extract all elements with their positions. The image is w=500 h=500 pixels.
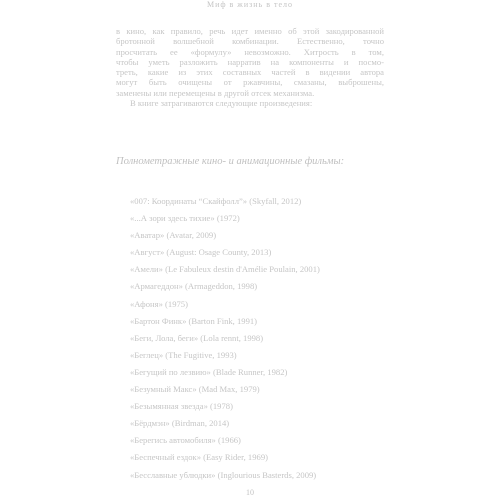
- intro-paragraph: [116, 26, 384, 108]
- running-head: Миф в жизнь в тело: [206, 0, 294, 9]
- list-item: «Беспечный ездок» (Easy Rider, 1969): [130, 452, 268, 463]
- list-item: «Беглец» (The Fugitive, 1993): [130, 349, 237, 360]
- list-item: «Афоня» (1975): [130, 298, 188, 309]
- list-item: «Берегись автомобиля» (1966): [130, 435, 241, 446]
- film-list: [130, 193, 390, 484]
- list-item: «007: Координаты “Скайфолл”» (Skyfall, 2012): [130, 196, 302, 206]
- list-item: «Август» (August: Osage County, 2013): [130, 247, 272, 258]
- intro-line: могут быть очищены от ржавчины, смазаны, выброшены,: [116, 77, 384, 88]
- list-item: «Бесславные ублюдки» (Inglourious Basterds, 2009): [130, 469, 317, 480]
- list-item: «Бартон Финк» (Barton Fink, 1991): [130, 315, 258, 326]
- intro-line: В книге затрагиваются следующие произведения:: [130, 98, 313, 109]
- list-item: «Амели» (Le Fabuleux destin d'Amélie Poulain, 2001): [130, 264, 320, 275]
- intro-line: чтобы уметь разложить нарратив на компоненты и посмо-: [116, 56, 384, 67]
- intro-line: треть, какие из этих составных частей в видении автора: [116, 67, 384, 78]
- intro-line: в кино, как правило, речь идет именно об этой закодированной: [116, 26, 384, 36]
- list-item: «Безымянная звезда» (1978): [130, 401, 233, 412]
- section-heading: Полнометражные кино- и анимационные фильмы:: [116, 156, 345, 167]
- intro-line: заменены или перемещены в другой отсек механизма.: [116, 87, 315, 98]
- list-item: «Аватар» (Avatar, 2009): [130, 230, 217, 241]
- list-item: «Бегущий по лезвию» (Blade Runner, 1982): [130, 366, 288, 377]
- list-item: «Армагеддон» (Armageddon, 1998): [130, 281, 258, 292]
- list-item: «Безумный Макс» (Mad Max, 1979): [130, 384, 260, 395]
- intro-line: бротонной волшебной комбинации. Естественно, точно: [116, 36, 384, 47]
- list-item: «Бёрдмэн» (Birdman, 2014): [130, 418, 230, 429]
- page-number: 10: [246, 488, 254, 497]
- intro-line: просчитать ее «формулу» невозможно. Хитрость в том,: [116, 46, 384, 57]
- list-item: «Беги, Лола, беги» (Lola rennt, 1998): [130, 332, 264, 343]
- list-item: «...А зори здесь тихие» (1972): [130, 213, 240, 224]
